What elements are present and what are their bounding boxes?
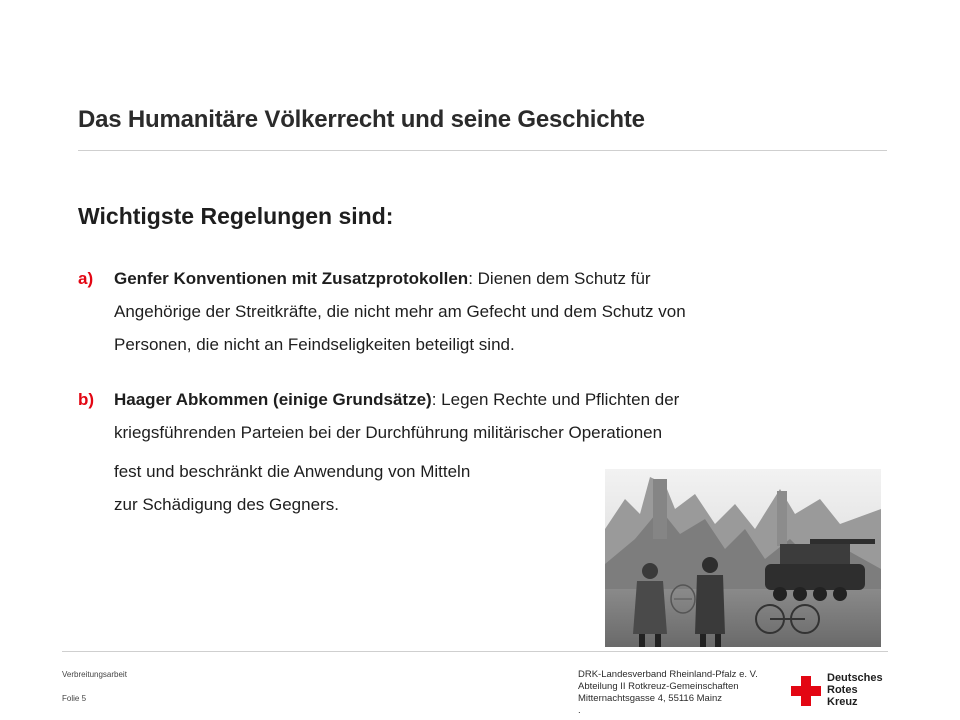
list-item <box>78 262 888 361</box>
item-text: fest und beschränkt die Anwendung von Mitteln <box>114 462 471 481</box>
logo-text <box>827 672 883 708</box>
red-cross-logo <box>791 672 891 712</box>
item-term: Genfer Konventionen mit Zusatzprotokollen <box>114 269 469 288</box>
logo-line: Rotes <box>827 684 858 696</box>
title-divider <box>78 150 887 151</box>
item-text: zur Schädigung des Gegners. <box>114 495 339 514</box>
organization-address <box>578 669 758 717</box>
footer-label: Verbreitungsarbeit <box>62 670 127 679</box>
list-marker: a) <box>78 269 94 288</box>
slide-number: Folie 5 <box>62 694 87 703</box>
address-line: Mitternachtsgasse 4, 55116 Mainz <box>578 693 722 704</box>
logo-line: Deutsches <box>827 672 883 684</box>
address-line: DRK-Landesverband Rheinland-Pfalz e. V. <box>578 669 758 680</box>
address-line: . <box>578 705 581 716</box>
item-text: Angehörige der Streitkräfte, die nicht mehr am Gefecht und dem Schutz von <box>114 302 686 321</box>
footer-divider <box>62 651 888 652</box>
section-heading: Wichtigste Regelungen sind: <box>78 203 394 229</box>
item-text: kriegsführenden Parteien bei der Durchführung militärischer Operationen <box>114 423 663 442</box>
logo-line: Kreuz <box>827 696 858 708</box>
item-text: : Legen Rechte und Pflichten der <box>431 390 680 409</box>
photo-ruins <box>605 469 881 647</box>
item-text: Personen, die nicht an Feindseligkeiten beteiligt sind. <box>114 335 515 354</box>
slide-title: Das Humanitäre Völkerrecht und seine Geschichte <box>78 106 645 133</box>
item-term: Haager Abkommen (einige Grundsätze) <box>114 390 432 409</box>
red-cross-icon <box>791 676 821 706</box>
item-text: : Dienen dem Schutz für <box>468 269 651 288</box>
address-line: Abteilung II Rotkreuz-Gemeinschaften <box>578 681 739 692</box>
photo-illustration <box>605 469 881 647</box>
footer-left <box>62 669 127 705</box>
list-marker: b) <box>78 390 95 409</box>
